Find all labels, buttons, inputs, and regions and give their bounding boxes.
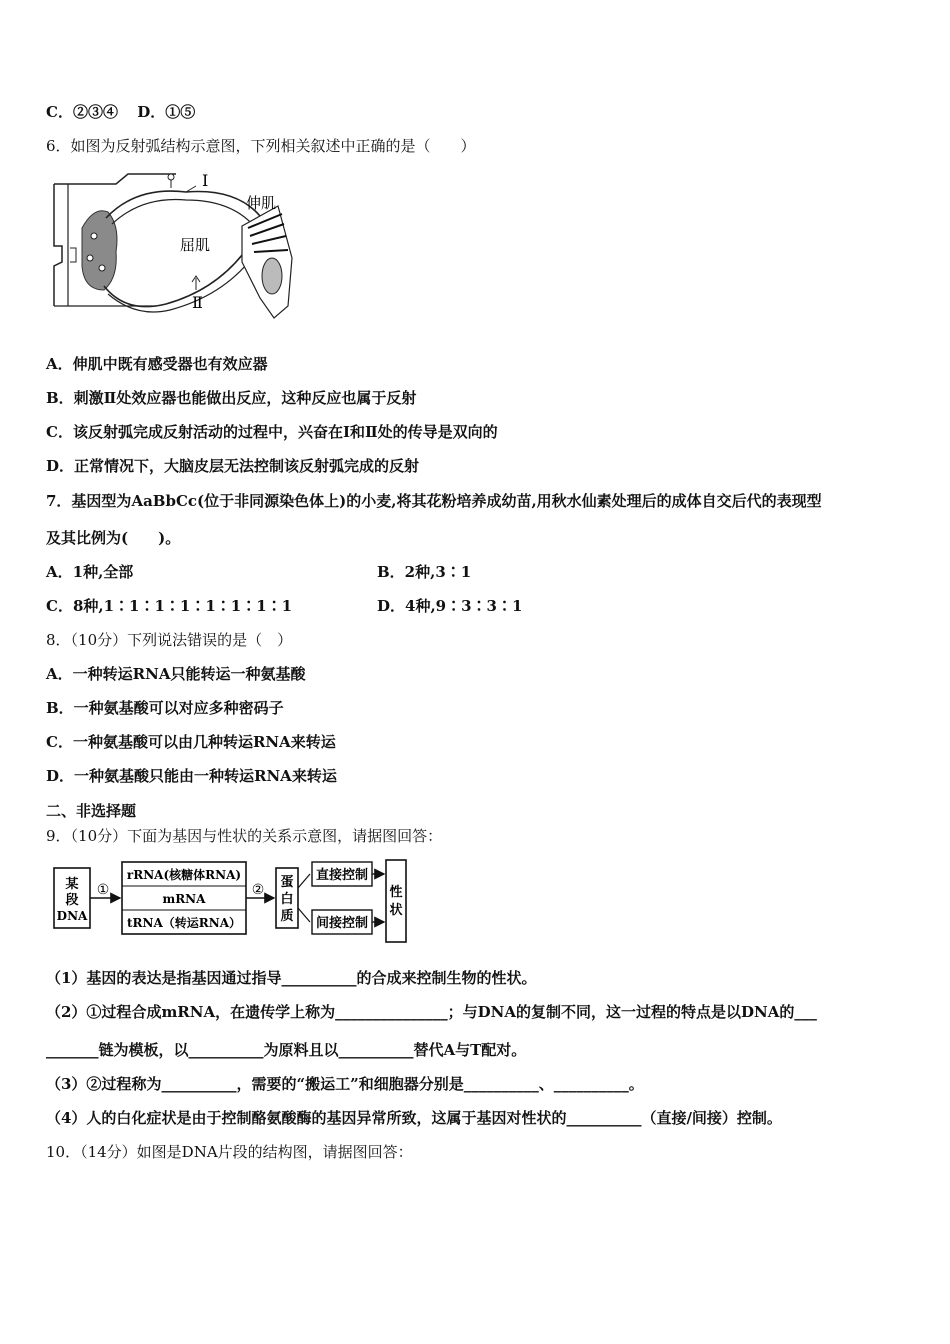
label-II: Ⅱ [192,293,203,312]
q7-stem-line1: 7．基因型为AaBbCc(位于非同源染色体上)的小麦,将其花粉培养成幼苗,用秋水仙素处理后的成体自交后代的表现型 [46,492,822,510]
q8-option-c: C．一种氨基酸可以由几种转运RNA来转运 [46,733,336,751]
q7-option-b: B．2种,3∶1 [377,563,472,581]
dna-char-3: DNA [56,909,88,923]
protein-char-2: 白 [280,892,294,907]
q9-sub1: （1）基因的表达是指基因通过指导__________的合成来控制生物的性状。 [46,969,537,987]
q7-option-c: C．8种,1∶1∶1∶1∶1∶1∶1∶1 [46,597,293,615]
q8-option-a: A．一种转运RNA只能转运一种氨基酸 [46,665,306,683]
trait-char-1: 性 [389,885,403,900]
q7-option-a: A．1种,全部 [46,563,134,581]
q9-stem: 9．（10分）下面为基因与性状的关系示意图，请据图回答： [46,827,443,845]
q6-option-d: D．正常情况下，大脑皮层无法控制该反射弧完成的反射 [46,457,420,475]
q9-sub3: （3）②过程称为__________，需要的“搬运工”和细胞器分别是__________、__________。 [46,1075,644,1093]
trait-char-2: 状 [389,903,403,918]
q10-stem: 10．（14分）如图是DNA片段的结构图，请据图回答： [46,1143,413,1161]
step2-label: ② [251,882,265,898]
q6-option-c: C．该反射弧完成反射活动的过程中，兴奋在Ⅰ和Ⅱ处的传导是双向的 [46,423,498,441]
label-I: Ⅰ [202,171,209,190]
protein-char-3: 质 [280,909,294,924]
trna-label: tRNA（转运RNA） [126,916,242,930]
mrna-label: mRNA [162,892,206,906]
q7-option-d: D．4种,9∶3∶3∶1 [377,597,523,615]
reflex-arc-figure [46,166,296,321]
dna-char-1: 某 [65,877,79,892]
q9-sub4: （4）人的白化症状是由于控制酪氨酸酶的基因异常所致，这属于基因对性状的__________（直接/间接）控制。 [46,1109,782,1127]
dna-char-2: 段 [65,893,79,908]
q9-sub2-line1: （2）①过程合成mRNA，在遗传学上称为_______________；与DNA的复制不同，这一过程的特点是以DNA的___ [46,1003,817,1021]
label-flexor: 屈肌 [180,236,211,254]
section-heading: 二、非选择题 [46,802,137,820]
q5-option-d: D．①⑤ [137,103,196,121]
q6-option-a: A．伸肌中既有感受器也有效应器 [46,355,268,373]
protein-char-1: 蛋 [280,875,294,890]
q7-stem-line2: 及其比例为( )。 [46,529,181,547]
q6-option-b: B．刺激Ⅱ处效应器也能做出反应，这种反应也属于反射 [46,389,417,407]
q8-stem: 8．（10分）下列说法错误的是（ ） [46,631,293,649]
q6-stem: 6．如图为反射弧结构示意图，下列相关叙述中正确的是（ ） [46,137,476,155]
gene-trait-diagram [50,858,410,944]
q5-option-c: C．②③④ D．①⑤ [46,103,196,121]
q8-option-b: B．一种氨基酸可以对应多种密码子 [46,699,284,717]
grey-matter [82,211,117,290]
label-extensor: 伸肌 [246,194,277,212]
rrna-label: rRNA(核糖体RNA) [126,868,242,882]
direct-control-label: 直接控制 [315,868,369,883]
q9-sub2-line2: _______链为模板，以__________为原料且以__________替代A与T配对。 [46,1041,527,1059]
step1-label: ① [96,882,110,898]
q8-option-d: D．一种氨基酸只能由一种转运RNA来转运 [46,767,337,785]
indirect-control-label: 间接控制 [315,916,369,931]
